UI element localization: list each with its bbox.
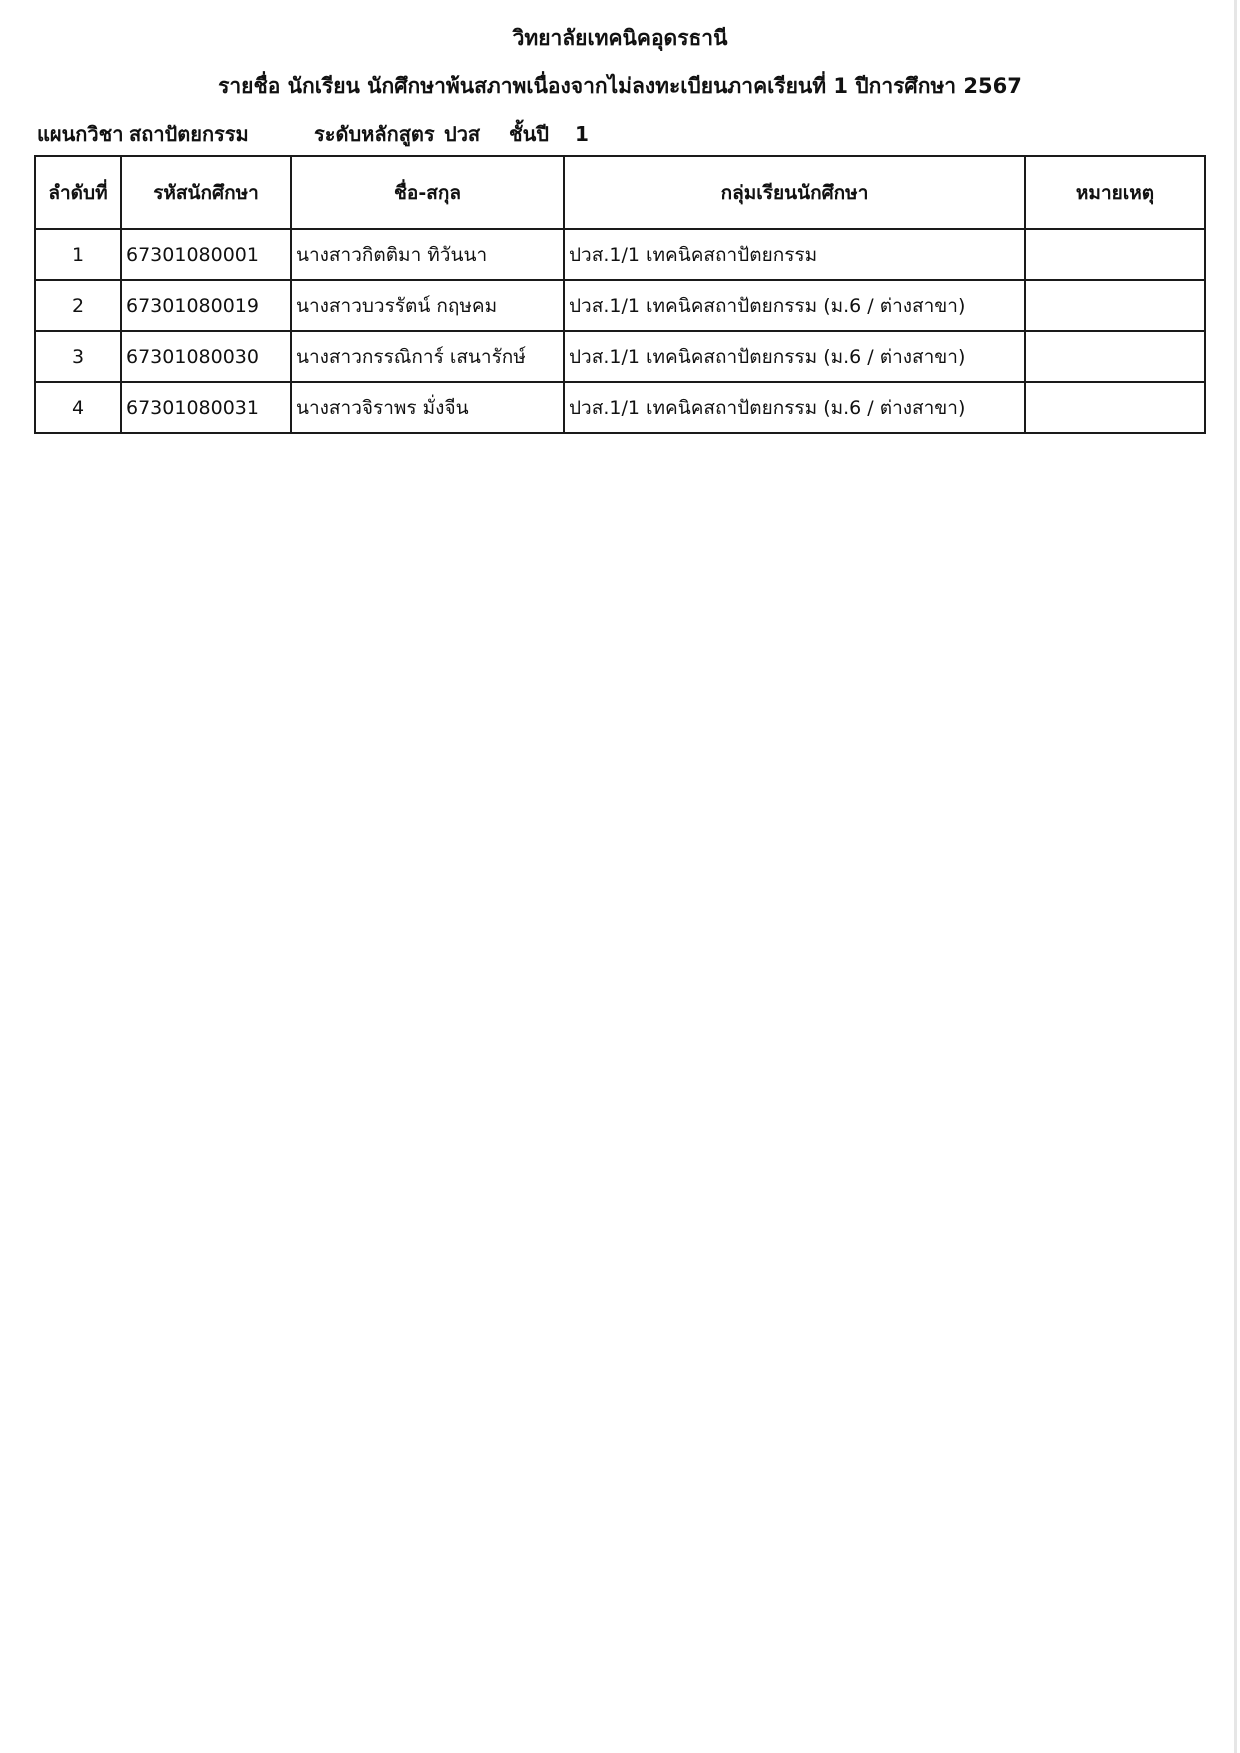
cell-group: ปวส.1/1 เทคนิคสถาปัตยกรรม [564, 229, 1025, 280]
cell-student-id: 67301080019 [121, 280, 291, 331]
year-label: ชั้นปี [509, 122, 549, 146]
cell-group: ปวส.1/1 เทคนิคสถาปัตยกรรม (ม.6 / ต่างสาขา) [564, 280, 1025, 331]
cell-no: 1 [35, 229, 121, 280]
cell-note [1025, 229, 1205, 280]
department-value: สถาปัตยกรรม [129, 122, 249, 146]
cell-no: 4 [35, 382, 121, 433]
cell-group: ปวส.1/1 เทคนิคสถาปัตยกรรม (ม.6 / ต่างสาขา) [564, 331, 1025, 382]
table-row [35, 280, 1205, 331]
department-label: แผนกวิชา [37, 122, 124, 146]
cell-name: นางสาวกรรณิการ์ เสนารักษ์ [291, 331, 564, 382]
level-label: ระดับหลักสูตร [314, 122, 435, 146]
cell-note [1025, 280, 1205, 331]
table-row [35, 331, 1205, 382]
scan-edge-line [1234, 0, 1237, 1753]
cell-no: 2 [35, 280, 121, 331]
cell-note [1025, 331, 1205, 382]
document-title: รายชื่อ นักเรียน นักศึกษาพ้นสภาพเนื่องจากไม่ลงทะเบียนภาคเรียนที่ 1 ปีการศึกษา 2567 [218, 74, 1022, 98]
cell-student-id: 67301080030 [121, 331, 291, 382]
subheading-info [37, 118, 589, 150]
cell-no: 3 [35, 331, 121, 382]
student-table [34, 155, 1206, 434]
table-row [35, 382, 1205, 433]
cell-note [1025, 382, 1205, 433]
column-header-name: ชื่อ-สกุล [291, 156, 564, 229]
column-header-note: หมายเหตุ [1025, 156, 1205, 229]
cell-name: นางสาวจิราพร มั่งจีน [291, 382, 564, 433]
column-header-student-id: รหัสนักศึกษา [121, 156, 291, 229]
table-header-row [35, 156, 1205, 229]
cell-group: ปวส.1/1 เทคนิคสถาปัตยกรรม (ม.6 / ต่างสาขา) [564, 382, 1025, 433]
college-title: วิทยาลัยเทคนิคอุดรธานี [512, 26, 728, 50]
column-header-no: ลำดับที่ [35, 156, 121, 229]
level-value: ปวส [444, 122, 481, 146]
year-value: 1 [575, 122, 589, 146]
cell-student-id: 67301080031 [121, 382, 291, 433]
cell-name: นางสาวกิตติมา ทิวันนา [291, 229, 564, 280]
table-row [35, 229, 1205, 280]
cell-student-id: 67301080001 [121, 229, 291, 280]
cell-name: นางสาวบวรรัตน์ กฤษคม [291, 280, 564, 331]
column-header-group: กลุ่มเรียนนักศึกษา [564, 156, 1025, 229]
